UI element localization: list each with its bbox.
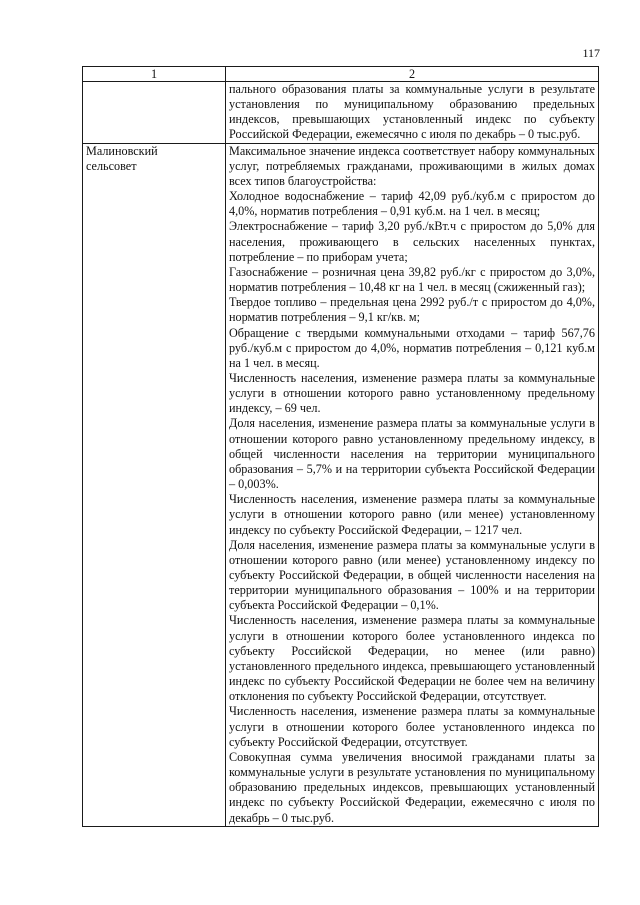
municipality-name-line2: сельсовет bbox=[86, 158, 137, 173]
paragraph-solid-fuel: Твердое топливо – предельная цена 2992 руб./т с приростом до 4,0%, норматив потребления – 9,1 кг/кв. м; bbox=[229, 295, 595, 325]
paragraph-total-increase: Совокупная сумма увеличения вносимой гражданами платы за коммунальные услуги в результате установления по муниципальному образованию предельных индексов, превышающих установленный индекс по субъекту Российской Федерации, ежемесячно с июля по декабрь – 0 тыс.руб. bbox=[229, 749, 595, 825]
empty-cell bbox=[83, 82, 226, 144]
column-header-1: 1 bbox=[83, 67, 226, 82]
paragraph-share-equal-limit: Доля населения, изменение размера платы за коммунальные услуги в отношении которого равно установленному предельному индексу, в общей численности населения на территории муниципального образования – 5,7% и на территории субъекта Российской Федерации – 0,003%. bbox=[229, 416, 595, 492]
table-header-row bbox=[83, 67, 599, 82]
paragraph-index-composition: Максимальное значение индекса соответствует набору коммунальных услуг, потребляемых гражданами, проживающими в жилых домах всех типов благоустройства: bbox=[229, 143, 595, 188]
municipality-details-cell bbox=[226, 143, 599, 826]
municipal-index-table bbox=[82, 66, 599, 827]
continuation-text: пального образования платы за коммунальные услуги в результате установления по муниципальному образованию предельных индексов, превышающих установленный индекс по субъекту Российской Федерации, ежемесячно с июля по декабрь – 0 тыс.руб. bbox=[229, 82, 595, 142]
paragraph-electricity: Электроснабжение – тариф 3,20 руб./кВт.ч с приростом до 5,0% для населения, проживающего в сельских населенных пунктах, потребление – по приборам учета; bbox=[229, 219, 595, 264]
paragraph-waste: Обращение с твердыми коммунальными отходами – тариф 567,76 руб./куб.м с приростом до 4,0%, норматив потребления – 0,121 куб.м на 1 чел. в месяц. bbox=[229, 325, 595, 370]
paragraph-population-equal-limit: Численность населения, изменение размера платы за коммунальные услуги в отношении которого равно установленному предельному индексу, – 69 чел. bbox=[229, 370, 595, 416]
continuation-cell bbox=[226, 82, 599, 144]
table-row-malinovsky bbox=[83, 143, 599, 826]
municipality-name-line1: Малиновский bbox=[86, 143, 158, 158]
page-number: 117 bbox=[582, 46, 600, 60]
paragraph-population-above-index: Численность населения, изменение размера платы за коммунальные услуги в отношении которого более установленного индекса по субъекту Российской Федерации, отсутствует. bbox=[229, 704, 595, 749]
table-row-continuation bbox=[83, 82, 599, 144]
paragraph-share-below-index: Доля населения, изменение размера платы за коммунальные услуги в отношении которого равно (или менее) установленному индексу по субъекту Российской Федерации, в общей численности населения на территории муниципального образования – 100% и на территории субъекта Российской Федерации – 0,1%. bbox=[229, 537, 595, 613]
paragraph-population-below-index: Численность населения, изменение размера платы за коммунальные услуги в отношении которого равно (или менее) установленному индексу по субъекту Российской Федерации, – 1217 чел. bbox=[229, 492, 595, 537]
paragraph-gas: Газоснабжение – розничная цена 39,82 руб./кг с приростом до 3,0%, норматив потребления – 10,48 кг на 1 чел. в месяц (сжиженный газ); bbox=[229, 264, 595, 295]
paragraph-population-deviation: Численность населения, изменение размера платы за коммунальные услуги в отношении которого более установленного индекса по субъекту Российской Федерации, но менее (или равно) установленного предельного индекса, превышающего установленный индекс по субъекту Российской Федерации не более чем на величину отклонения по субъекту Российской Федерации, отсутствует. bbox=[229, 613, 595, 704]
paragraph-cold-water: Холодное водоснабжение – тариф 42,09 руб./куб.м с приростом до 4,0%, норматив потребления – 0,91 куб.м. на 1 чел. в месяц; bbox=[229, 189, 595, 219]
municipality-name-cell bbox=[83, 143, 226, 826]
column-header-2: 2 bbox=[226, 67, 599, 82]
